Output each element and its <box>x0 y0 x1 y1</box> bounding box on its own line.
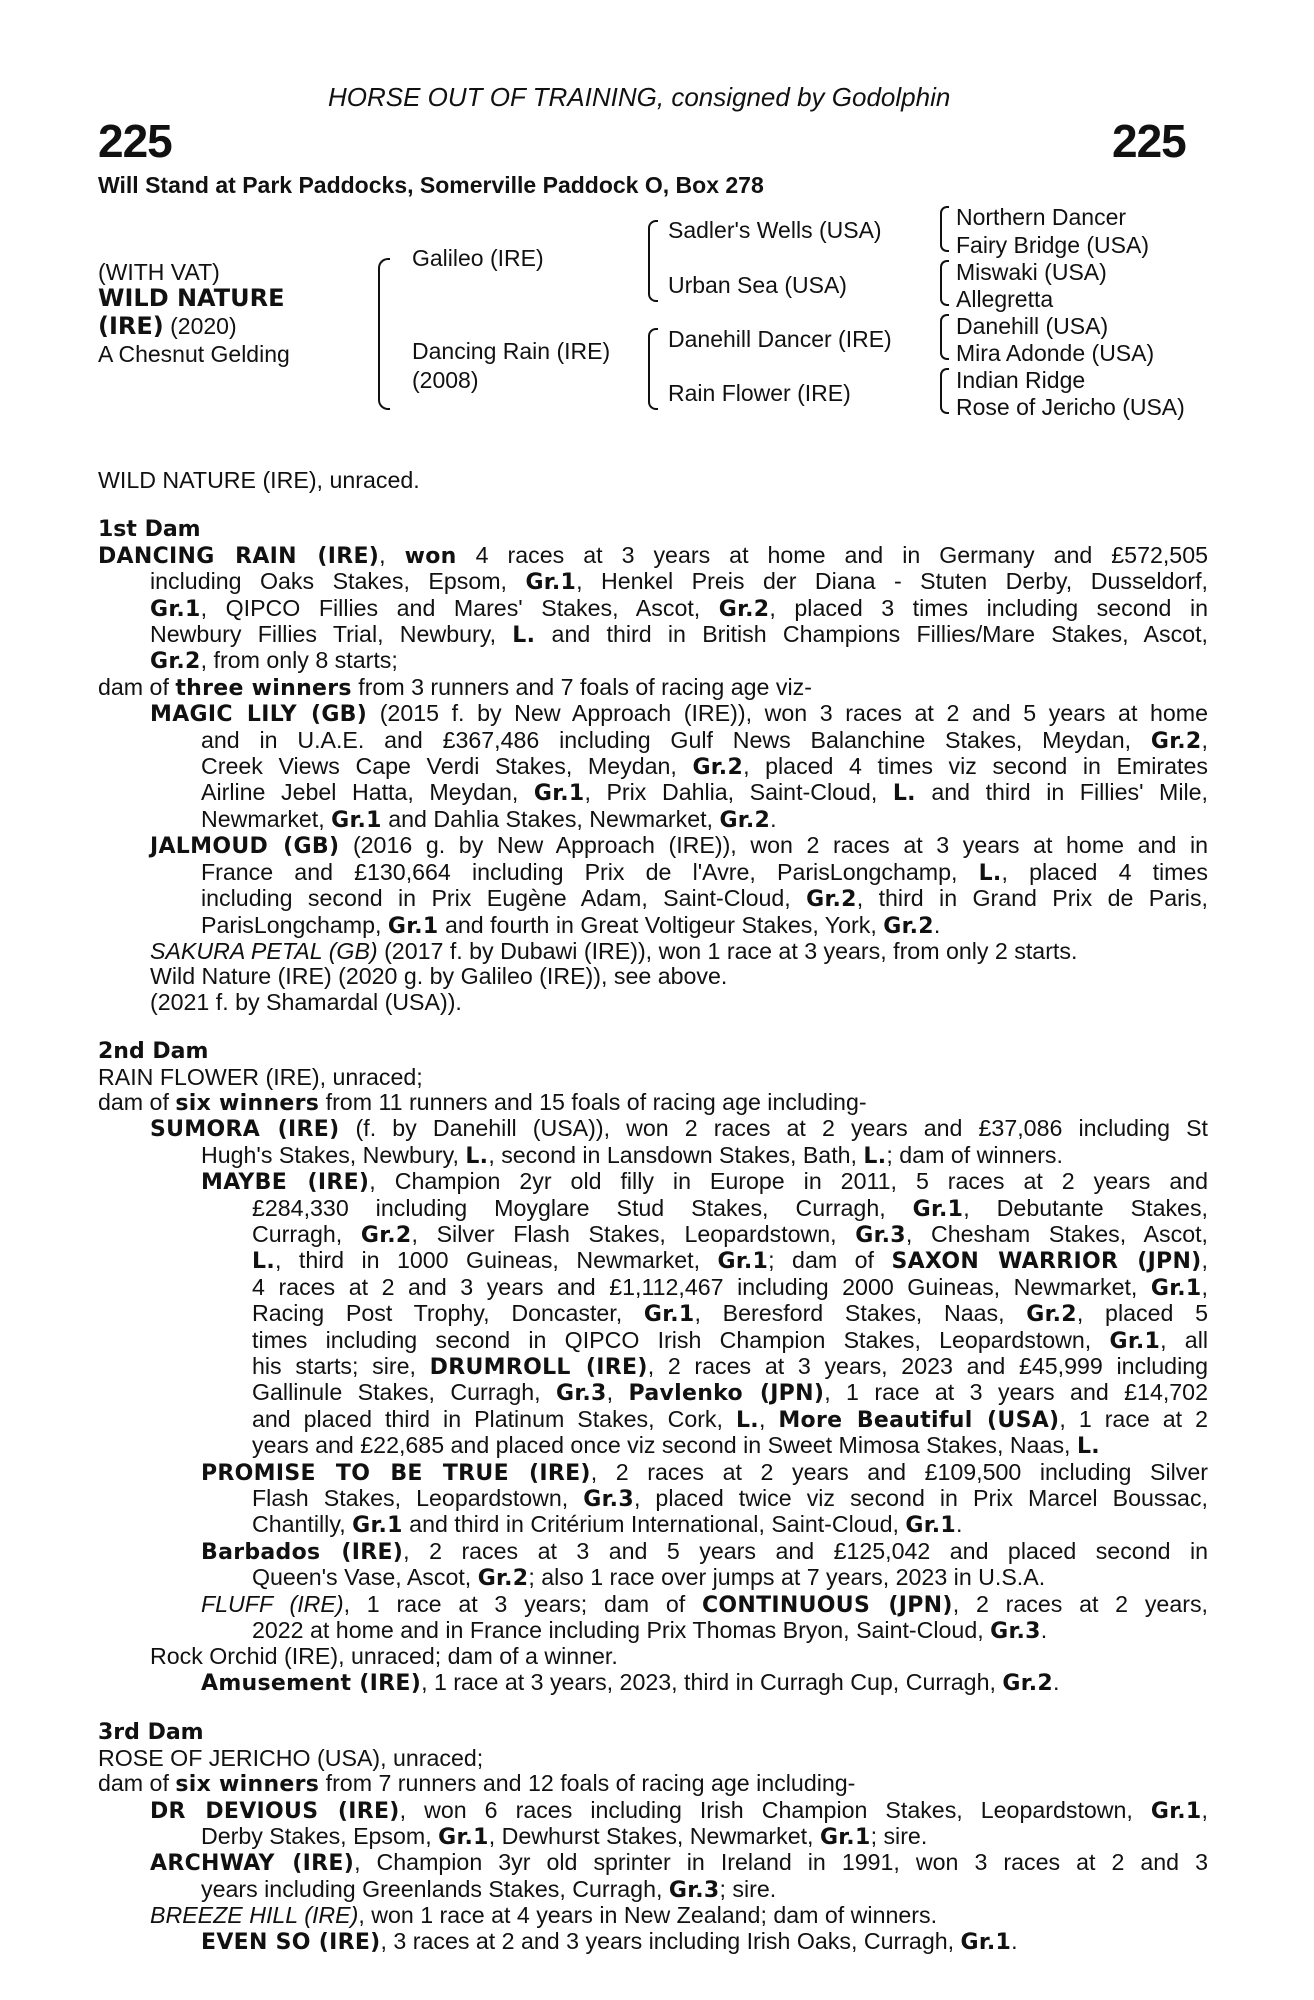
text: , won 6 races including Irish Champion Stakes, Leopardstown, <box>399 1796 1151 1823</box>
pedigree-sire-sire: Sadler's Wells (USA) <box>668 217 882 243</box>
text: , third in Grand Prix de Paris, <box>856 885 1208 912</box>
offspring-dr-devious <box>98 1798 1208 1824</box>
offspring-maybe <box>98 1169 1208 1195</box>
text: . <box>1011 1927 1018 1954</box>
horse-name: MAGIC LILY (GB) <box>150 702 368 728</box>
grade: Gr.2 <box>1026 1302 1077 1328</box>
horse-name: More Beautiful (USA) <box>778 1407 1060 1433</box>
second-dam-line: RAIN FLOWER (IRE), unraced; <box>98 1063 423 1090</box>
offspring-line <box>98 1486 1208 1512</box>
horse-origin-year <box>98 312 237 340</box>
text: including second in Prix Eugène Adam, Saint-Cloud, <box>201 885 807 912</box>
text: , <box>1201 1273 1208 1300</box>
grade: Gr.1 <box>1150 1798 1202 1824</box>
text: and placed third in Platinum Stakes, Cork, <box>252 1405 736 1432</box>
text: ; dam of <box>768 1247 892 1274</box>
text: from 3 runners and 7 foals of racing age viz- <box>351 673 812 700</box>
text: and third in British Champions Fillies/Mare Stakes, Ascot, <box>535 621 1208 648</box>
grade: Gr.2 <box>883 913 934 939</box>
text: , third in 1000 Guineas, Newmarket, <box>274 1247 718 1274</box>
pedigree-ss-sire: Northern Dancer <box>956 204 1127 230</box>
offspring-line <box>98 1143 1208 1169</box>
pedigree-brace-ds <box>940 314 949 360</box>
pedigree-brace-dam <box>648 328 658 410</box>
text: , 1 race at 2 <box>1059 1405 1208 1432</box>
text: Newmarket, <box>201 805 332 832</box>
text: dam of <box>98 1088 176 1115</box>
first-dam-line <box>98 569 1208 595</box>
pedigree-dd-sire: Indian Ridge <box>956 367 1086 393</box>
offspring-line <box>98 1824 1208 1850</box>
text: Curragh, <box>252 1220 361 1247</box>
first-dam-line <box>98 596 1208 622</box>
offspring-line <box>98 1275 1208 1301</box>
text: , 2 races at 3 and 5 years and £125,042 and placed second in <box>403 1537 1209 1564</box>
grade: Gr.1 <box>912 1196 964 1222</box>
text: Airline Jebel Hatta, Meydan, <box>201 779 534 806</box>
text: 2022 at home and in France including Prix Thomas Bryon, Saint-Cloud, <box>252 1617 991 1644</box>
grade: Gr.3 <box>583 1487 634 1513</box>
text: Gallinule Stakes, Curragh, <box>252 1379 557 1406</box>
horse-name: DR DEVIOUS (IRE) <box>150 1798 400 1824</box>
offspring-line <box>98 728 1208 754</box>
text: . <box>933 911 941 938</box>
offspring-sumora <box>98 1116 1208 1142</box>
text: , placed 3 times including second in <box>769 594 1208 621</box>
horse-country: (IRE) <box>98 312 164 340</box>
offspring-line <box>98 1407 1208 1433</box>
pedigree-dam-year: (2008) <box>412 367 479 393</box>
offspring-even-so <box>98 1929 1208 1955</box>
text: ; sire. <box>870 1822 928 1849</box>
text: , placed twice viz second in Prix Marcel Boussac, <box>633 1485 1208 1512</box>
horse-year: (2020) <box>170 313 237 339</box>
offspring-rock-orchid: Rock Orchid (IRE), unraced; dam of a winner. <box>150 1643 618 1670</box>
text: (2017 f. by Dubawi (IRE)), won 1 race at 3 years, from only 2 starts. <box>377 937 1078 964</box>
offspring-line <box>98 1380 1208 1406</box>
grade: Gr.1 <box>438 1824 489 1850</box>
text: £284,330 including Moyglare Stud Stakes, Curragh, <box>252 1194 913 1221</box>
text: and third in Critérium International, Saint-Cloud, <box>402 1511 906 1538</box>
pedigree-sire: Galileo (IRE) <box>412 245 544 271</box>
winners-count: six winners <box>175 1090 320 1116</box>
text: , 3 races at 2 and 3 years including Irish Oaks, Curragh, <box>380 1927 961 1954</box>
text: dam of <box>98 1770 176 1797</box>
horse-name: Pavlenko (JPN) <box>628 1381 825 1407</box>
grade: Gr.3 <box>668 1877 720 1903</box>
offspring-line <box>98 1196 1208 1222</box>
grade: Gr.1 <box>1109 1328 1161 1354</box>
listed: L. <box>252 1249 275 1275</box>
text: ; sire. <box>719 1875 777 1902</box>
listed: L. <box>735 1407 759 1433</box>
listed: L. <box>512 623 536 649</box>
text: , 2 races at 3 years, 2023 and £45,999 including <box>647 1353 1209 1379</box>
text: , from only 8 starts; <box>200 647 398 674</box>
vat-note: (WITH VAT) <box>98 259 220 285</box>
text: , 2 races at 2 years and £109,500 including Silver <box>590 1458 1208 1485</box>
offspring-line <box>98 807 1208 833</box>
third-dam-line: ROSE OF JERICHO (USA), unraced; <box>98 1744 484 1771</box>
text: Chantilly, <box>252 1511 353 1538</box>
grade: Gr.2 <box>718 596 770 622</box>
text: Queen's Vase, Ascot, <box>252 1564 478 1591</box>
horse-name: Amusement (IRE) <box>201 1670 422 1696</box>
offspring-line <box>98 1618 1208 1644</box>
text: ; also 1 race over jumps at 7 years, 2023 in U.S.A. <box>528 1564 1046 1591</box>
pedigree-brace-sd <box>940 260 949 306</box>
grade: Gr.1 <box>533 781 585 807</box>
text: years and £22,685 and placed once viz second in Sweet Mimosa Stakes, Naas, <box>252 1432 1077 1459</box>
text: and fourth in Great Voltigeur Stakes, York, <box>438 911 884 938</box>
text: Hugh's Stakes, Newbury, <box>201 1141 466 1168</box>
first-dam-line <box>98 648 1208 674</box>
offspring-line <box>98 1222 1208 1248</box>
text: and third in Fillies' Mile, <box>915 779 1208 806</box>
offspring-line <box>98 860 1208 886</box>
horse-description: A Chesnut Gelding <box>98 341 290 367</box>
grade: Gr.3 <box>855 1222 906 1248</box>
text: 4 races at 2 and 3 years and £1,112,467 including 2000 Guineas, Newmarket, <box>252 1273 1151 1300</box>
offspring-archway <box>98 1850 1208 1876</box>
horse-name: ARCHWAY (IRE) <box>150 1851 355 1877</box>
text: and Dahlia Stakes, Newmarket, <box>381 805 720 832</box>
first-dam-line <box>98 675 1208 701</box>
offspring-line <box>98 913 1208 939</box>
offspring-promise-to-be-true <box>98 1460 1208 1486</box>
pedigree-brace-ss <box>940 206 949 252</box>
horse-name: DRUMROLL (IRE) <box>429 1355 648 1380</box>
catalogue-body <box>98 468 1208 1955</box>
horse-name: SAKURA PETAL (GB) <box>150 937 378 964</box>
stand-location: Will Stand at Park Paddocks, Somerville Paddock O, Box 278 <box>98 172 764 198</box>
intro-line: WILD NATURE (IRE), unraced. <box>98 467 420 493</box>
grade: Gr.1 <box>331 807 382 833</box>
pedigree-sd-dam: Allegretta <box>956 286 1054 312</box>
grade: Gr.2 <box>477 1566 529 1592</box>
grade: Gr.2 <box>1150 728 1202 754</box>
lot-number-left: 225 <box>98 115 172 167</box>
text: , 1 race at 3 years; dam of <box>343 1590 702 1617</box>
offspring-line <box>98 1565 1208 1591</box>
horse-name: JALMOUD (GB) <box>150 834 340 860</box>
text: from 11 runners and 15 foals of racing age including- <box>319 1088 867 1115</box>
text: Flash Stakes, Leopardstown, <box>252 1485 584 1512</box>
text: (f. by Danehill (USA)), won 2 races at 2 years and £37,086 including St <box>339 1115 1208 1142</box>
offspring-barbados <box>98 1539 1208 1565</box>
grade: Gr.2 <box>150 649 201 675</box>
pedigree-dam: Dancing Rain (IRE) <box>412 338 611 364</box>
grade: Gr.1 <box>905 1513 957 1539</box>
pedigree-sd-sire: Miswaki (USA) <box>956 259 1107 285</box>
text: , second in Lansdown Stakes, Bath, <box>488 1141 864 1168</box>
text: , <box>1201 726 1208 753</box>
listed: L. <box>863 1143 887 1169</box>
grade: Gr.2 <box>719 807 771 833</box>
text: times including second in QIPCO Irish Champion Stakes, Leopardstown, <box>252 1326 1110 1353</box>
grade: Gr.1 <box>352 1513 403 1539</box>
grade: Gr.1 <box>960 1929 1012 1955</box>
text: . <box>1040 1617 1048 1644</box>
text: , QIPCO Fillies and Mares' Stakes, Ascot, <box>200 594 719 621</box>
text: , 2 races at 2 years, <box>952 1590 1208 1617</box>
offspring-breeze-hill <box>98 1903 1208 1928</box>
grade: Gr.3 <box>556 1381 607 1407</box>
first-dam-line <box>98 622 1208 648</box>
horse-name: SAXON WARRIOR (JPN) <box>891 1249 1202 1275</box>
horse-name: PROMISE TO BE TRUE (IRE) <box>201 1460 591 1486</box>
text: , Silver Flash Stakes, Leopardstown, <box>411 1220 856 1247</box>
pedigree-sire-dam: Urban Sea (USA) <box>668 272 847 298</box>
horse-name: CONTINUOUS (JPN) <box>701 1592 953 1618</box>
text: , <box>1201 1247 1208 1274</box>
text: , Champion 2yr old filly in Europe in 2011, 5 races at 2 years and <box>369 1168 1209 1195</box>
text: , Debutante Stakes, <box>963 1194 1208 1221</box>
text: Creek Views Cape Verdi Stakes, Meydan, <box>201 753 693 780</box>
text: years including Greenlands Stakes, Curragh, <box>201 1875 669 1902</box>
text: , <box>379 541 405 568</box>
text: , Champion 3yr old sprinter in Ireland in 1991, won 3 races at 2 and 3 <box>354 1849 1208 1876</box>
grade: Gr.1 <box>1150 1275 1202 1301</box>
grade: Gr.2 <box>1002 1670 1053 1696</box>
grade: Gr.1 <box>150 596 201 622</box>
text: , Henkel Preis der Diana - Stuten Derby, Dusseldorf, <box>576 568 1208 595</box>
pedigree-brace-sire <box>648 220 658 302</box>
text: , <box>758 1405 779 1432</box>
grade: Gr.2 <box>692 755 744 781</box>
offspring-line <box>98 1328 1208 1354</box>
text: Newbury Fillies Trial, Newbury, <box>150 621 513 648</box>
text: Racing Post Trophy, Doncaster, <box>252 1300 644 1327</box>
grade: Gr.2 <box>360 1222 412 1248</box>
text: from 7 runners and 12 foals of racing age including- <box>319 1770 856 1797</box>
offspring-magic-lily <box>98 701 1208 727</box>
pedigree-dd-dam: Rose of Jericho (USA) <box>956 394 1185 420</box>
lot-number-right: 225 <box>1112 115 1186 167</box>
listed: L. <box>978 860 1002 886</box>
grade: Gr.1 <box>819 1824 871 1850</box>
text: . <box>1053 1668 1060 1695</box>
offspring-line <box>98 1877 1208 1903</box>
page-header-title: HORSE OUT OF TRAINING, consigned by Godolphin <box>328 82 951 112</box>
grade: Gr.1 <box>643 1302 695 1328</box>
text: (2015 f. by New Approach (IRE)), won 3 races at 2 and 5 years at home <box>367 700 1208 727</box>
first-dam-line <box>98 543 1208 569</box>
horse-name: FLUFF (IRE) <box>201 1590 344 1617</box>
horse-name: Barbados (IRE) <box>201 1539 404 1565</box>
pedigree-dam-sire: Danehill Dancer (IRE) <box>668 326 892 352</box>
first-dam-heading: 1st Dam <box>98 517 201 543</box>
third-dam-heading: 3rd Dam <box>98 1720 204 1746</box>
pedigree-ds-sire: Danehill (USA) <box>956 313 1109 339</box>
text: , all <box>1160 1326 1208 1353</box>
grade: Gr.1 <box>717 1249 769 1275</box>
text: including Oaks Stakes, Epsom, <box>150 568 526 595</box>
text: , 1 race at 3 years, 2023, third in Curragh Cup, Curragh, <box>421 1668 1003 1695</box>
offspring-line <box>98 780 1208 806</box>
offspring-line <box>98 1354 1208 1380</box>
grade: Gr.1 <box>525 570 577 596</box>
offspring-line <box>98 1301 1208 1327</box>
text: , Beresford Stakes, Naas, <box>694 1300 1027 1327</box>
pedigree-ss-dam: Fairy Bridge (USA) <box>956 232 1149 258</box>
winners-count: three winners <box>175 675 352 701</box>
text: , Prix Dahlia, Saint-Cloud, <box>584 779 893 806</box>
text: , <box>1201 1796 1208 1823</box>
text: , <box>606 1379 629 1406</box>
text: (2016 g. by New Approach (IRE)), won 2 races at 3 years at home and in <box>339 832 1208 859</box>
text: ; dam of winners. <box>886 1141 1063 1168</box>
listed: L. <box>465 1143 489 1169</box>
text: France and £130,664 including Prix de l'Avre, ParisLongchamp, <box>201 858 979 885</box>
second-dam-heading: 2nd Dam <box>98 1039 209 1065</box>
text: , won 1 race at 4 years in New Zealand; dam of winners. <box>358 1902 938 1929</box>
won-label: won <box>404 543 457 569</box>
offspring-2021-filly: (2021 f. by Shamardal (USA)). <box>150 988 462 1015</box>
grade: Gr.2 <box>806 887 857 913</box>
offspring-amusement <box>98 1670 1208 1696</box>
text: , placed 4 times viz second in Emirates <box>743 753 1208 780</box>
offspring-sakura-petal <box>98 939 1208 964</box>
offspring-line <box>98 886 1208 912</box>
text: his starts; sire, <box>252 1353 430 1379</box>
offspring-line <box>98 1512 1208 1538</box>
grade: Gr.1 <box>387 913 439 939</box>
text: , placed 5 <box>1076 1300 1208 1327</box>
text: . <box>770 805 777 832</box>
pedigree-brace-gen1 <box>378 258 390 410</box>
offspring-line <box>98 1433 1208 1459</box>
listed: L. <box>892 781 916 807</box>
offspring-jalmoud <box>98 833 1208 859</box>
text: and in U.A.E. and £367,486 including Gulf News Balanchine Stakes, Meydan, <box>201 726 1151 753</box>
text: Derby Stakes, Epsom, <box>201 1822 439 1849</box>
text: , Chesham Stakes, Ascot, <box>905 1220 1208 1247</box>
third-dam-line <box>98 1771 1208 1797</box>
text: ParisLongchamp, <box>201 911 388 938</box>
text: . <box>956 1511 963 1538</box>
pedigree-brace-dd <box>940 368 949 414</box>
horse-name: EVEN SO (IRE) <box>201 1929 381 1955</box>
grade: Gr.3 <box>990 1619 1041 1645</box>
offspring-line <box>98 1248 1208 1274</box>
text: , 1 race at 3 years and £14,702 <box>824 1379 1208 1406</box>
offspring-line <box>98 754 1208 780</box>
second-dam-line <box>98 1090 1208 1116</box>
pedigree-ds-dam: Mira Adonde (USA) <box>956 340 1155 366</box>
text: , Dewhurst Stakes, Newmarket, <box>488 1822 820 1849</box>
horse-name: WILD NATURE <box>98 284 285 312</box>
text: , placed 4 times <box>1001 858 1208 885</box>
text: dam of <box>98 673 176 700</box>
listed: L. <box>1076 1434 1100 1460</box>
pedigree-dam-dam: Rain Flower (IRE) <box>668 380 851 406</box>
horse-name: MAYBE (IRE) <box>201 1170 370 1196</box>
winners-count: six winners <box>175 1772 320 1798</box>
horse-name: BREEZE HILL (IRE) <box>150 1902 359 1929</box>
offspring-fluff <box>98 1592 1208 1618</box>
offspring-wild-nature: Wild Nature (IRE) (2020 g. by Galileo (IRE)), see above. <box>150 963 728 990</box>
text: 4 races at 3 years at home and in Germany and £572,505 <box>456 541 1208 568</box>
dam-name: DANCING RAIN (IRE) <box>98 543 380 569</box>
horse-name: SUMORA (IRE) <box>150 1117 340 1143</box>
